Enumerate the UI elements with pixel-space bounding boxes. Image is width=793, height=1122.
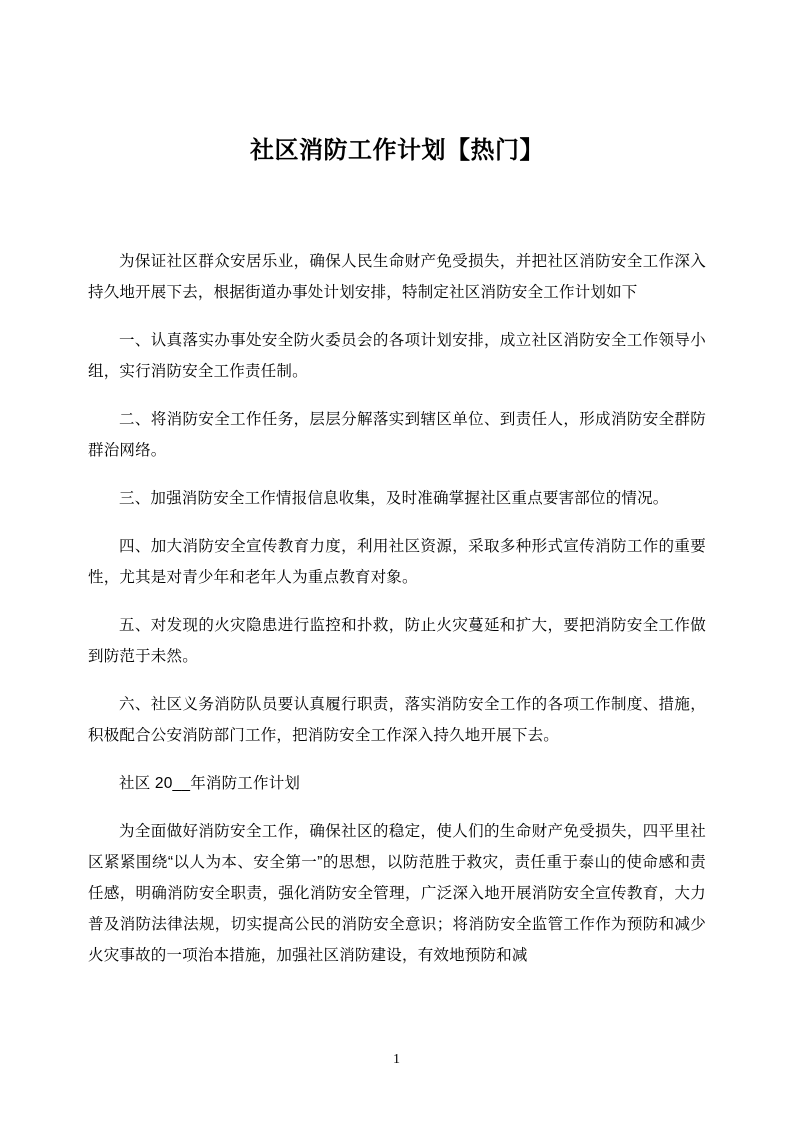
paragraph-7: 六、社区义务消防队员要认真履行职责，落实消防安全工作的各项工作制度、措施，积极配合公安消防部门工作，把消防安全工作深入持久地开展下去。 [88,696,706,745]
paragraph-5: 四、加大消防安全宣传教育力度，利用社区资源，采取多种形式宣传消防工作的重要性，尤其是对青少年和老年人为重点教育对象。 [88,538,706,587]
document-body [88,246,706,971]
paragraph-3: 二、将消防安全工作任务，层层分解落实到辖区单位、到责任人，形成消防安全群防群治网络。 [88,411,706,460]
page-title: 社区消防工作计划【热门】 [250,137,544,164]
document-content [88,0,706,988]
paragraph-1: 为保证社区群众安居乐业，确保人民生命财产免受损失，并把社区消防安全工作深入持久地开展下去，根据街道办事处计划安排，特制定社区消防安全工作计划如下 [88,253,706,302]
section-heading: 社区 20__年消防工作计划 [119,775,301,793]
paragraph-2: 一、认真落实办事处安全防火委员会的各项计划安排，成立社区消防安全工作领导小组，实行消防安全工作责任制。 [88,332,706,381]
paragraph-8: 为全面做好消防安全工作，确保社区的稳定，使人们的生命财产免受损失，四平里社区紧紧围绕“以人为本、安全第一”的思想，以防范胜于救灾，责任重于泰山的使命感和责任感，明确消防安全职责，强化消防安全管理，广泛深入地开展消防安全宣传教育，大力普及消防法律法规，切实提高公民的消防安全意识；将消防安全监管工作作为预防和减少火灾事故的一项治本措施，加强社区消防建设，有效地预防和减 [88,823,706,965]
paragraph-4: 三、加强消防安全工作情报信息收集，及时准确掌握社区重点要害部位的情况。 [119,490,669,508]
page-number: 1 [393,1052,400,1067]
paragraph-6: 五、对发现的火灾隐患进行监控和扑救，防止火灾蔓延和扩大，要把消防安全工作做到防范于未然。 [88,617,706,666]
